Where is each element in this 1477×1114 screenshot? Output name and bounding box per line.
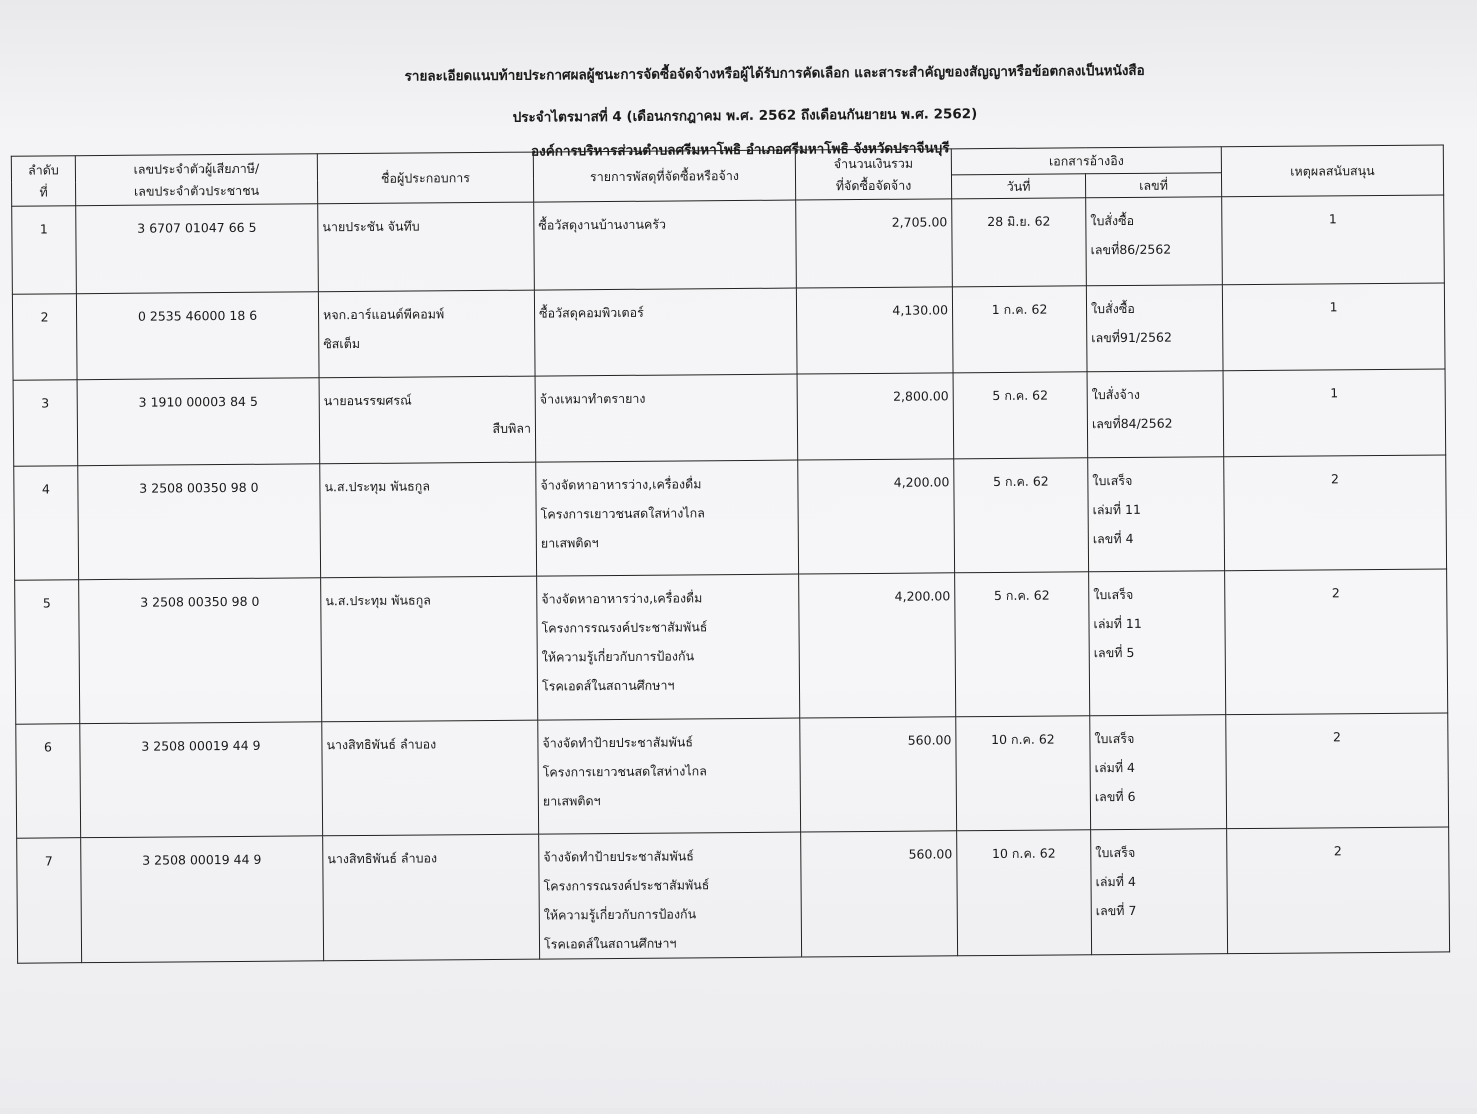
cell-no	[15, 580, 80, 724]
tax-id: 3 2508 00350 98 0	[139, 479, 259, 496]
reference-number: ใบเสร็จ	[1092, 472, 1133, 489]
cell-no	[12, 294, 77, 381]
cell-item	[534, 288, 797, 376]
table-row	[16, 713, 1449, 838]
table-row	[15, 569, 1448, 724]
cell-reason	[1227, 827, 1450, 954]
reference-number: เล่มที่ 11	[1093, 615, 1142, 632]
reference-date: 5 ก.ค. 62	[992, 387, 1049, 404]
cell-item	[534, 200, 797, 290]
cell-amount	[796, 199, 953, 288]
cell-amount	[801, 831, 958, 957]
tax-id: 3 6707 01047 66 5	[137, 219, 257, 236]
cell-vendor	[319, 376, 536, 464]
header-vendor: ชื่อผู้ประกอบการ	[317, 152, 533, 204]
cell-amount	[800, 717, 957, 832]
tax-id: 3 2508 00019 44 9	[142, 851, 262, 868]
item-description: ซื้อวัสดุงานบ้านงานครัว	[538, 216, 667, 233]
tax-id: 0 2535 46000 18 6	[137, 307, 258, 324]
vendor-name: นางสิทธิพันธ์ ลำบอง	[326, 736, 437, 753]
reference-date: 5 ก.ค. 62	[992, 473, 1049, 490]
item-description: จ้างจัดหาอาหารว่าง,เครื่องดื่ม	[540, 476, 702, 493]
document-organization: องค์การบริหารส่วนตำบลศรีมหาโพธิ อำเภอศรีมหาโพธิ จังหวัดปราจีนบุรี	[530, 140, 950, 160]
cell-item	[537, 574, 800, 720]
row-number: 7	[44, 853, 53, 869]
reference-number: เลขที่ 6	[1094, 788, 1136, 805]
cell-item	[539, 832, 802, 959]
header-item: รายการพัสดุที่จัดซื้อหรือจ้าง	[533, 150, 795, 202]
reference-number: ใบเสร็จ	[1093, 586, 1134, 603]
cell-amount	[796, 287, 953, 374]
item-description: โรคเอดส์ในสถานศึกษาฯ	[541, 677, 675, 694]
cell-date	[957, 830, 1092, 956]
cell-reason	[1223, 369, 1446, 457]
amount: 4,200.00	[893, 474, 950, 490]
cell-reason	[1222, 283, 1445, 371]
item-description: ยาเสพติดฯ	[540, 535, 599, 551]
item-description: จ้างจัดหาอาหารว่าง,เครื่องดื่ม	[541, 590, 703, 607]
header-reason: เหตุผลสนับสนุน	[1221, 145, 1443, 197]
item-description: ให้ความรู้เกี่ยวกับการป้องกัน	[541, 648, 695, 665]
cell-taxid	[76, 204, 319, 294]
amount: 560.00	[908, 846, 953, 862]
amount: 4,130.00	[892, 302, 949, 318]
item-description: จ้างจัดทำป้ายประชาสัมพันธ์	[543, 848, 694, 865]
header-ref-no: เลขที่	[1085, 173, 1221, 198]
reference-number: ใบสั่งซื้อ	[1090, 300, 1135, 317]
reason-code: 2	[1333, 843, 1342, 859]
header-no: ลำดับ ที่	[11, 156, 75, 207]
cell-refno	[1086, 285, 1223, 372]
header-amount: จำนวนเงินรวม ที่จัดซื้อจัดจ้าง	[795, 149, 951, 200]
header-reference: เอกสารอ้างอิง	[951, 147, 1221, 175]
cell-item	[535, 374, 798, 462]
cell-item	[536, 460, 799, 576]
reason-code: 1	[1329, 299, 1338, 315]
cell-vendor	[322, 720, 539, 836]
reason-code: 2	[1330, 471, 1339, 487]
cell-item	[538, 718, 801, 834]
reference-date: 5 ก.ค. 62	[993, 587, 1050, 604]
row-number: 3	[41, 395, 50, 411]
tax-id: 3 1910 00003 84 5	[138, 393, 258, 410]
cell-taxid	[79, 578, 322, 724]
table-row	[14, 455, 1447, 580]
cell-vendor	[318, 290, 535, 378]
item-description: โรคเอดส์ในสถานศึกษาฯ	[543, 935, 677, 952]
cell-date	[952, 286, 1087, 373]
vendor-name: น.ส.ประทุม พันธกูล	[324, 478, 431, 495]
cell-vendor	[321, 576, 538, 722]
item-description: ยาเสพติดฯ	[542, 793, 601, 809]
item-description: โครงการรณรงค์ประชาสัมพันธ์	[543, 877, 710, 894]
reference-number: เล่มที่ 4	[1094, 759, 1136, 776]
cell-reason	[1224, 455, 1447, 571]
table-row	[12, 195, 1445, 294]
reference-number: เลขที่86/2562	[1090, 241, 1172, 258]
vendor-name: น.ส.ประทุม พันธกูล	[325, 592, 431, 609]
reference-number: เลขที่84/2562	[1091, 415, 1173, 432]
row-number: 6	[43, 739, 52, 755]
cell-taxid	[80, 722, 323, 838]
amount: 560.00	[907, 732, 952, 748]
vendor-name: นางสิทธิพันธ์ ลำบอง	[327, 850, 438, 867]
row-number: 5	[42, 595, 51, 611]
cell-no	[16, 724, 81, 838]
tax-id: 3 2508 00019 44 9	[141, 737, 261, 754]
table-row	[12, 283, 1445, 380]
reference-number: ใบสั่งซื้อ	[1090, 212, 1135, 229]
cell-reason	[1222, 195, 1445, 285]
cell-refno	[1090, 715, 1227, 830]
cell-vendor	[318, 202, 535, 292]
cell-amount	[799, 573, 956, 718]
tax-id: 3 2508 00350 98 0	[140, 593, 260, 610]
reference-number: เลขที่ 5	[1093, 644, 1135, 661]
document-period: ประจำไตรมาสที่ 4 (เดือนกรกฎาคม พ.ศ. 2562 ถึงเดือนกันยายน พ.ศ. 2562)	[512, 106, 978, 126]
reference-number: เลขที่ 4	[1092, 530, 1134, 547]
item-description: โครงการรณรงค์ประชาสัมพันธ์	[541, 619, 708, 636]
cell-reason	[1225, 569, 1448, 715]
cell-refno	[1089, 571, 1226, 716]
cell-refno	[1091, 829, 1228, 955]
item-description: จ้างเหมาทำตรายาง	[539, 390, 646, 407]
cell-date	[953, 372, 1088, 459]
reason-code: 1	[1330, 385, 1339, 401]
table-row	[17, 827, 1450, 963]
cell-date	[956, 716, 1091, 831]
cell-date	[954, 458, 1089, 573]
document-title: รายละเอียดแนบท้ายประกาศผลผู้ชนะการจัดซื้อจัดจ้างหรือผู้ได้รับการคัดเลือก และสาระสำคัญของสัญญาหรือข้อตกลงเป็นหนังสือ	[404, 62, 1145, 85]
amount: 2,705.00	[891, 214, 948, 230]
item-description: จ้างจัดทำป้ายประชาสัมพันธ์	[542, 734, 694, 751]
reference-number: ใบเสร็จ	[1094, 730, 1135, 747]
row-number: 4	[41, 481, 50, 497]
cell-refno	[1086, 197, 1223, 286]
row-number: 2	[40, 309, 49, 325]
cell-vendor	[323, 834, 540, 961]
vendor-name: นายประชัน จันทึบ	[322, 218, 420, 235]
cell-taxid	[81, 836, 324, 963]
reference-date: 10 ก.ค. 62	[991, 731, 1055, 748]
item-description: ให้ความรู้เกี่ยวกับการป้องกัน	[543, 906, 697, 923]
cell-date	[952, 198, 1087, 287]
cell-vendor	[320, 462, 537, 578]
reason-code: 1	[1328, 211, 1337, 227]
row-number: 1	[39, 221, 48, 237]
reference-number: เลขที่ 7	[1095, 902, 1137, 919]
header-taxid: เลขประจำตัวผู้เสียภาษี/ เลขประจำตัวประชาชน	[75, 154, 317, 206]
vendor-name: หจก.อาร์แอนด์พีคอมพ์	[323, 306, 445, 323]
reference-date: 1 ก.ค. 62	[991, 301, 1048, 318]
cell-no	[17, 838, 82, 963]
vendor-name: นายอนรรฆศรณ์	[323, 392, 412, 409]
cell-reason	[1226, 713, 1449, 829]
cell-taxid	[76, 292, 319, 380]
reference-number: เล่มที่ 4	[1095, 873, 1136, 890]
cell-refno	[1088, 457, 1225, 572]
table-row	[13, 369, 1446, 466]
reference-number: ใบเสร็จ	[1095, 844, 1136, 861]
cell-taxid	[77, 378, 320, 466]
cell-amount	[797, 373, 954, 460]
reference-date: 10 ก.ค. 62	[991, 845, 1056, 862]
cell-no	[13, 380, 78, 467]
cell-no	[14, 466, 79, 580]
cell-no	[12, 206, 77, 294]
reason-code: 2	[1331, 585, 1340, 601]
item-description: โครงการเยาวชนสดใสห่างไกล	[540, 505, 705, 522]
reason-code: 2	[1332, 729, 1341, 745]
reference-number: เลขที่91/2562	[1091, 329, 1172, 346]
vendor-name: ซิสเต็ม	[323, 335, 361, 352]
amount: 4,200.00	[894, 588, 951, 604]
procurement-table	[11, 144, 1450, 963]
cell-date	[955, 572, 1090, 717]
reference-number: เล่มที่ 11	[1092, 501, 1141, 518]
header-ref-date: วันที่	[951, 174, 1085, 199]
amount: 2,800.00	[892, 388, 949, 404]
cell-taxid	[78, 464, 321, 580]
item-description: ซื้อวัสดุคอมพิวเตอร์	[538, 304, 644, 321]
item-description: โครงการเยาวชนสดใสห่างไกล	[542, 763, 707, 780]
reference-number: ใบสั่งจ้าง	[1091, 386, 1140, 403]
cell-refno	[1087, 371, 1224, 458]
cell-amount	[798, 459, 955, 574]
vendor-surname: สืบพิลา	[492, 420, 532, 436]
reference-date: 28 มิ.ย. 62	[987, 213, 1051, 230]
